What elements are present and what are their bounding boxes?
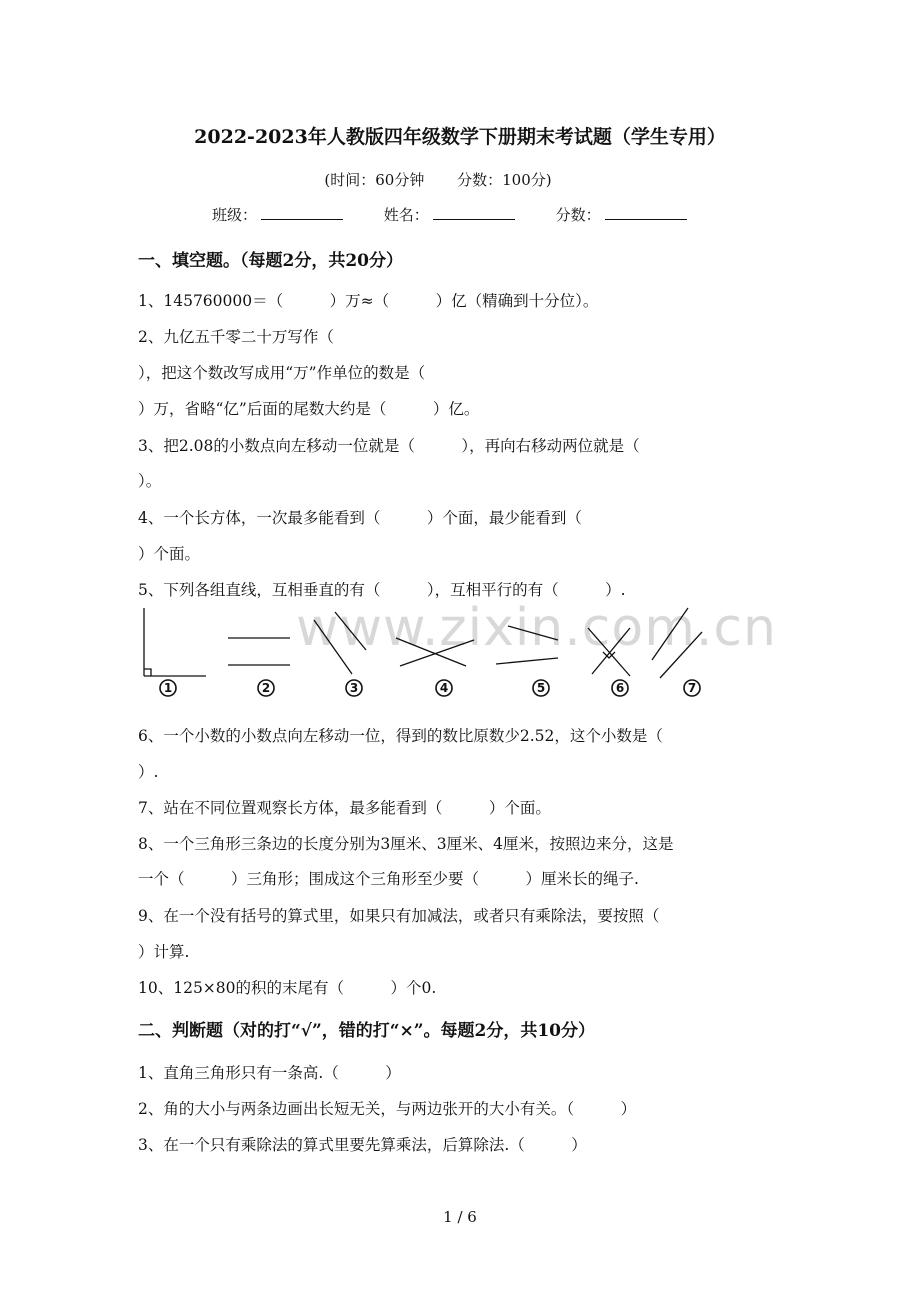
time-info: (时间：60分钟 <box>324 171 425 189</box>
figure-label-2: 2 <box>261 681 271 695</box>
question-line: ）. <box>138 763 159 781</box>
fig7-line-a <box>652 608 688 660</box>
question-line: ）。 <box>138 472 162 490</box>
watermark: www.zixin.com.cn <box>296 598 777 658</box>
question-line: ）万，省略“亿”后面的尾数大约是（ ）亿。 <box>138 400 480 418</box>
question-line: ）个面。 <box>138 545 201 563</box>
figure-label-3: 3 <box>349 681 359 695</box>
fig6-line-b <box>592 628 630 674</box>
figure-label-5: 5 <box>536 681 546 695</box>
question-line: 5、下列各组直线，互相垂直的有（ ），互相平行的有（ ）. <box>138 581 626 599</box>
score-blank <box>605 205 687 220</box>
question-line: 8、一个三角形三条边的长度分别为3厘米、3厘米、4厘米，按照边来分，这是 <box>138 835 674 853</box>
question-line: ）计算. <box>138 943 190 961</box>
fig5-line-a <box>508 626 558 640</box>
figure-label-6: 6 <box>615 681 625 695</box>
question-line: 1、145760000＝（ ）万≈（ ）亿（精确到十分位）。 <box>138 292 599 310</box>
page-number: 1 / 6 <box>443 1208 477 1226</box>
class-field <box>212 204 343 225</box>
class-blank <box>261 205 343 220</box>
student-fields <box>212 204 723 225</box>
name-blank <box>433 205 515 220</box>
score-field <box>556 204 687 225</box>
figure-label-7: 7 <box>687 681 697 695</box>
question-line: 一个（ ）三角形；围成这个三角形至少要（ ）厘米长的绳子. <box>138 870 639 888</box>
fig3-line-b <box>335 612 366 650</box>
question-line: 6、一个小数的小数点向左移动一位，得到的数比原数少2.52，这个小数是（ <box>138 727 663 745</box>
question-line: 10、125×80的积的末尾有（ ）个0. <box>138 979 437 997</box>
exam-info <box>0 169 876 190</box>
class-label: 班级： <box>212 206 258 224</box>
fig5-line-b <box>496 658 558 664</box>
section1-heading: 一、填空题。（每题2分，共20分） <box>138 251 403 271</box>
question-line: ），把这个数改写成用“万”作单位的数是（ <box>138 364 426 382</box>
page-title: 2022-2023年人教版四年级数学下册期末考试题（学生专用） <box>194 126 726 148</box>
question-line: 7、站在不同位置观察长方体，最多能看到（ ）个面。 <box>138 799 551 817</box>
name-field <box>384 204 515 225</box>
lines-figure <box>130 598 730 704</box>
question-line: 1、直角三角形只有一条高.（ ） <box>138 1064 401 1082</box>
question-line: 3、在一个只有乘除法的算式里要先算乘法，后算除法.（ ） <box>138 1136 587 1154</box>
fig3-line-a <box>314 620 352 674</box>
score-info: 分数：100分) <box>457 171 552 189</box>
question-line: 3、把2.08的小数点向左移动一位就是（ ），再向右移动两位就是（ <box>138 437 640 455</box>
score-label: 分数： <box>555 206 601 224</box>
section2-heading: 二、判断题（对的打“√”，错的打“×”。每题2分，共10分） <box>138 1021 596 1041</box>
figure-label-1: 1 <box>163 681 173 695</box>
right-angle-mark <box>144 669 151 676</box>
figure-label-4: 4 <box>439 681 449 695</box>
name-label: 姓名： <box>383 206 429 224</box>
question-line: 4、一个长方体，一次最多能看到（ ）个面，最少能看到（ <box>138 509 582 527</box>
question-line: 2、九亿五千零二十万写作（ <box>138 328 334 346</box>
question-line: 2、角的大小与两条边画出长短无关，与两边张开的大小有关。（ ） <box>138 1100 637 1118</box>
question-line: 9、在一个没有括号的算式里，如果只有加减法，或者只有乘除法，要按照（ <box>138 907 660 925</box>
fig4-line-a <box>396 638 466 666</box>
